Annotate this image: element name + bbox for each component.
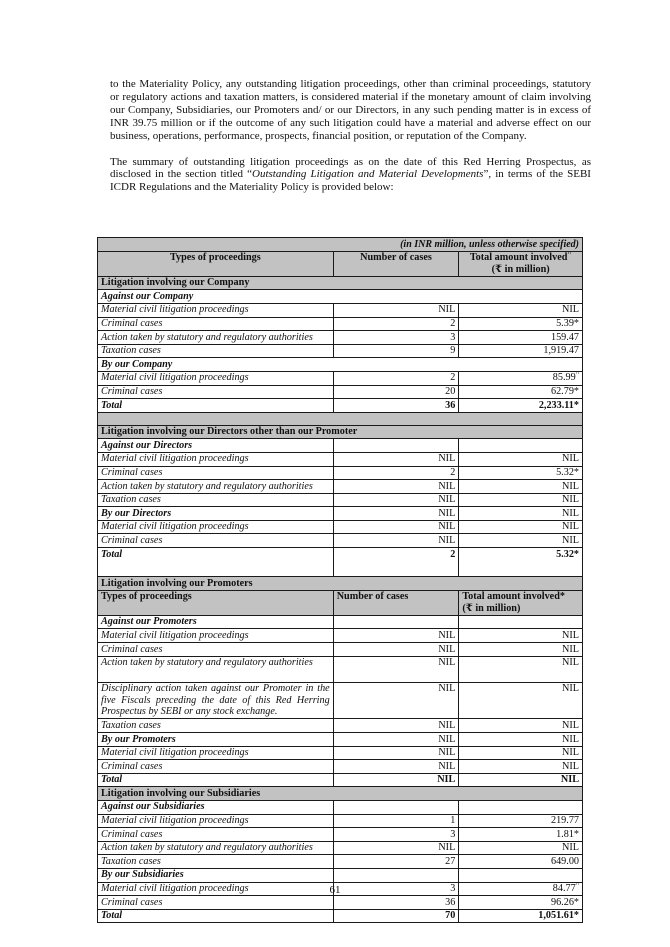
row-amount-cell: 5.32* <box>459 466 583 480</box>
row-cases-cell: NIL <box>333 773 459 787</box>
row-amount-cell <box>459 439 583 453</box>
row-cases-cell: NIL <box>333 656 459 682</box>
row-label-cell: Criminal cases <box>98 828 334 842</box>
column-header-amount: Total amount involved^ (₹ in million) <box>459 251 583 276</box>
row-cases-cell: NIL <box>333 733 459 747</box>
row-cases-cell: 3 <box>333 331 459 345</box>
spacer-cell <box>98 412 583 425</box>
row-amount-cell: 159.47 <box>459 331 583 345</box>
table-row <box>98 290 583 304</box>
table-row <box>98 719 583 733</box>
row-cases-cell <box>333 439 459 453</box>
row-amount-cell: 84.77^ <box>459 882 583 896</box>
row-label-cell: Criminal cases <box>98 466 334 480</box>
row-label-cell: Against our Directors <box>98 439 334 453</box>
row-label-cell: Against our Subsidiaries <box>98 800 334 814</box>
table-row <box>98 760 583 774</box>
table-row <box>98 590 583 615</box>
table-row <box>98 841 583 855</box>
row-label-cell: Action taken by statutory and regulatory authorities <box>98 841 334 855</box>
table-row <box>98 643 583 657</box>
table-row <box>98 399 583 413</box>
paragraph-materiality-policy: to the Materiality Policy, any outstanding litigation proceedings, other than criminal proceedings, statutory or regulatory actions and taxation matters, is considered material if the monetary amount of claim involving our Company, Subsidiaries, our Promoters and/ or our Directors, in any such pending matter is in excess of INR 39.75 million or if the outcome of any such litigation could have a material and adverse effect on our business, operations, performance, prospects, financial position, or reputation of the Company. <box>110 78 591 142</box>
paragraph-litigation-summary <box>110 156 591 195</box>
row-cases-cell: NIL <box>333 682 459 719</box>
table-row <box>98 412 583 425</box>
table-row <box>98 385 583 399</box>
row-label-cell: Total <box>98 909 334 923</box>
row-cases-cell: 27 <box>333 855 459 869</box>
row-amount-cell: NIL <box>459 629 583 643</box>
table-row <box>98 317 583 331</box>
table-row <box>98 800 583 814</box>
table-row <box>98 682 583 719</box>
row-amount-cell <box>459 615 583 629</box>
unit-note-cell: (in INR million, unless otherwise specified) <box>98 238 583 252</box>
row-amount-cell: 96.26* <box>459 896 583 910</box>
table-row <box>98 251 583 276</box>
table-row <box>98 629 583 643</box>
row-cases-cell: NIL <box>333 841 459 855</box>
row-cases-cell: 36 <box>333 896 459 910</box>
row-cases-cell: 3 <box>333 882 459 896</box>
row-cases-cell: 70 <box>333 909 459 923</box>
litigation-table-body <box>98 238 583 923</box>
table-row <box>98 507 583 521</box>
table-row <box>98 868 583 882</box>
table-row <box>98 656 583 682</box>
row-cases-cell <box>333 615 459 629</box>
row-label-cell: Material civil litigation proceedings <box>98 452 334 466</box>
section-header-cell: Litigation involving our Subsidiaries <box>98 787 583 801</box>
page-number: 61 <box>329 884 341 896</box>
table-row <box>98 331 583 345</box>
table-row <box>98 814 583 828</box>
row-cases-cell: 2 <box>333 548 459 577</box>
table-row <box>98 787 583 801</box>
table-row <box>98 358 583 372</box>
table-row <box>98 344 583 358</box>
table-row <box>98 276 583 290</box>
row-amount-cell: NIL <box>459 773 583 787</box>
row-label-cell: Material civil litigation proceedings <box>98 882 334 896</box>
row-cases-cell: 20 <box>333 385 459 399</box>
table-row <box>98 773 583 787</box>
row-cases-cell: NIL <box>333 493 459 507</box>
row-label-cell: Criminal cases <box>98 385 334 399</box>
table-row <box>98 493 583 507</box>
row-label-cell: Total <box>98 773 334 787</box>
table-row <box>98 548 583 577</box>
row-cases-cell: NIL <box>333 719 459 733</box>
row-label-cell: Taxation cases <box>98 493 334 507</box>
table-row <box>98 746 583 760</box>
row-label-cell: By our Promoters <box>98 733 334 747</box>
table-row <box>98 452 583 466</box>
section-header-cell: Litigation involving our Directors other than our Promoter <box>98 425 583 439</box>
row-amount-cell: NIL <box>459 746 583 760</box>
table-row <box>98 577 583 591</box>
table-row <box>98 425 583 439</box>
row-cases-cell: 9 <box>333 344 459 358</box>
row-amount-cell: 1,051.61* <box>459 909 583 923</box>
row-label-cell: Taxation cases <box>98 344 334 358</box>
row-label-cell: Total <box>98 548 334 577</box>
row-label-cell: Material civil litigation proceedings <box>98 814 334 828</box>
row-cases-cell: NIL <box>333 629 459 643</box>
row-amount-cell: 219.77 <box>459 814 583 828</box>
row-cases-cell: 2 <box>333 371 459 385</box>
row-amount-cell: NIL <box>459 733 583 747</box>
row-amount-cell: NIL <box>459 841 583 855</box>
row-amount-cell: NIL <box>459 643 583 657</box>
row-amount-cell: 5.39* <box>459 317 583 331</box>
row-label-cell: Action taken by statutory and regulatory authorities <box>98 480 334 494</box>
table-row <box>98 371 583 385</box>
row-amount-cell: NIL <box>459 760 583 774</box>
table-row <box>98 466 583 480</box>
row-label-cell: Criminal cases <box>98 896 334 910</box>
row-cases-cell: NIL <box>333 534 459 548</box>
table-row <box>98 439 583 453</box>
table-row <box>98 896 583 910</box>
column-header-types: Types of proceedings <box>98 590 334 615</box>
row-label-cell: Material civil litigation proceedings <box>98 746 334 760</box>
table-row <box>98 733 583 747</box>
row-label-cell: Criminal cases <box>98 760 334 774</box>
table-row <box>98 855 583 869</box>
row-amount-cell: 1,919.47 <box>459 344 583 358</box>
section-header-cell: Litigation involving our Promoters <box>98 577 583 591</box>
section-header-cell: Litigation involving our Company <box>98 276 583 290</box>
table-row <box>98 534 583 548</box>
row-label-cell: Action taken by statutory and regulatory authorities <box>98 656 334 682</box>
row-amount-cell: 1.81* <box>459 828 583 842</box>
row-cases-cell <box>333 800 459 814</box>
row-cases-cell: NIL <box>333 520 459 534</box>
row-cases-cell: NIL <box>333 452 459 466</box>
row-label-cell: By our Subsidiaries <box>98 868 334 882</box>
row-cases-cell: 3 <box>333 828 459 842</box>
row-amount-cell: NIL <box>459 534 583 548</box>
table-row <box>98 615 583 629</box>
row-amount-cell: NIL <box>459 507 583 521</box>
row-cases-cell: NIL <box>333 507 459 521</box>
row-cases-cell: 2 <box>333 466 459 480</box>
row-cases-cell: NIL <box>333 760 459 774</box>
row-amount-cell: 2,233.11* <box>459 399 583 413</box>
litigation-summary-table-container <box>97 237 583 923</box>
row-amount-cell <box>459 868 583 882</box>
table-row <box>98 480 583 494</box>
table-row <box>98 828 583 842</box>
paragraph-summary-before: The summary of outstanding litigation proceedings as on the date of this Red Herring Prospectus, as disclosed in the section titled “ <box>110 155 591 181</box>
row-amount-cell: NIL <box>459 719 583 733</box>
row-amount-cell: NIL <box>459 452 583 466</box>
row-label-cell: Taxation cases <box>98 855 334 869</box>
row-label-cell: Material civil litigation proceedings <box>98 371 334 385</box>
row-cases-cell: NIL <box>333 643 459 657</box>
subsection-header-cell: Against our Company <box>98 290 583 304</box>
subsection-header-cell: By our Company <box>98 358 583 372</box>
row-label-cell: Material civil litigation proceedings <box>98 629 334 643</box>
row-label-cell: Disciplinary action taken against our Promoter in the five Fiscals preceding the date of this Red Herring Prospectus by SEBI or any stock exchange. <box>98 682 334 719</box>
row-amount-cell: NIL <box>459 303 583 317</box>
column-header-amount: Total amount involved* (₹ in million) <box>459 590 583 615</box>
row-amount-cell: 85.99^ <box>459 371 583 385</box>
row-label-cell: Criminal cases <box>98 643 334 657</box>
column-header-types: Types of proceedings <box>98 251 334 276</box>
row-label-cell: Criminal cases <box>98 317 334 331</box>
table-row <box>98 520 583 534</box>
row-amount-cell: 649.00 <box>459 855 583 869</box>
row-cases-cell: NIL <box>333 746 459 760</box>
row-amount-cell: NIL <box>459 520 583 534</box>
row-amount-cell: 5.32* <box>459 548 583 577</box>
row-amount-cell <box>459 800 583 814</box>
row-cases-cell: NIL <box>333 303 459 317</box>
table-row <box>98 909 583 923</box>
column-header-cases: Number of cases <box>333 251 459 276</box>
row-label-cell: Taxation cases <box>98 719 334 733</box>
row-cases-cell <box>333 868 459 882</box>
row-amount-cell: 62.79* <box>459 385 583 399</box>
row-amount-cell: NIL <box>459 656 583 682</box>
row-amount-cell: NIL <box>459 493 583 507</box>
paragraph-summary-after: ”, in terms of the SEBI ICDR Regulations and the Materiality Policy is provided below: <box>110 168 591 194</box>
column-header-cases: Number of cases <box>333 590 459 615</box>
section-title-reference: Outstanding Litigation and Material Developments <box>252 168 484 181</box>
row-cases-cell: 36 <box>333 399 459 413</box>
row-cases-cell: 1 <box>333 814 459 828</box>
row-label-cell: Criminal cases <box>98 534 334 548</box>
row-amount-cell: NIL <box>459 480 583 494</box>
table-row <box>98 303 583 317</box>
table-row <box>98 238 583 252</box>
row-label-cell: Material civil litigation proceedings <box>98 303 334 317</box>
row-amount-cell: NIL <box>459 682 583 719</box>
litigation-summary-table <box>97 237 583 923</box>
row-label-cell: Action taken by statutory and regulatory authorities <box>98 331 334 345</box>
row-cases-cell: NIL <box>333 480 459 494</box>
row-label-cell: Total <box>98 399 334 413</box>
row-label-cell: Against our Promoters <box>98 615 334 629</box>
row-cases-cell: 2 <box>333 317 459 331</box>
body-text <box>110 78 591 194</box>
row-label-cell: By our Directors <box>98 507 334 521</box>
row-label-cell: Material civil litigation proceedings <box>98 520 334 534</box>
